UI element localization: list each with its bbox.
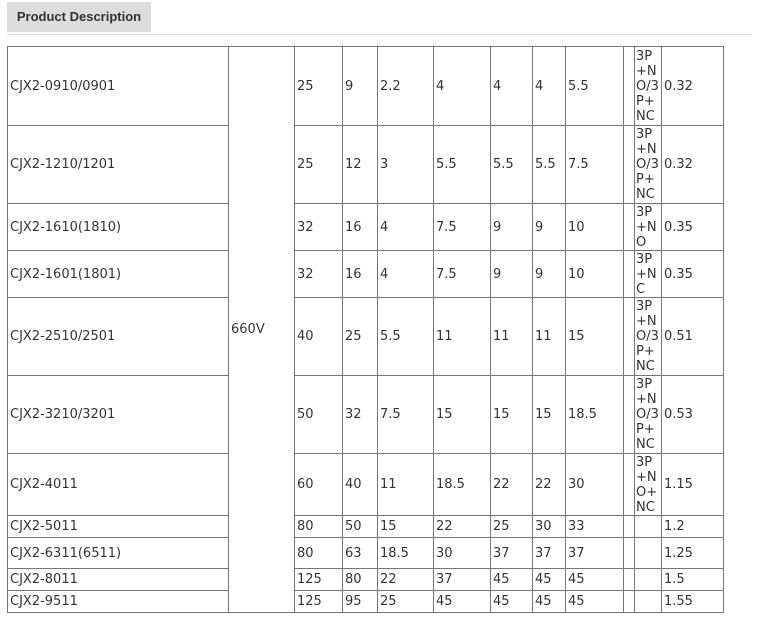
weight-cell: 0.32 [662,47,724,126]
weight-cell: 1.25 [662,538,724,569]
weight-cell: 1.55 [662,591,724,613]
contacts-cell: 3P+NO/3P+NC [635,126,662,204]
blank-cell [624,538,635,569]
value-cell: 11 [434,298,491,376]
weight-cell: 0.32 [662,126,724,204]
value-cell: 5.5 [566,47,624,126]
blank-cell [624,454,635,516]
blank-cell [624,204,635,251]
value-cell: 32 [343,376,378,454]
value-cell: 25 [378,591,434,613]
value-cell: 22 [491,454,533,516]
contacts-cell: 3P+NO/3P+NC [635,298,662,376]
value-cell: 7.5 [434,204,491,251]
value-cell: 50 [295,376,343,454]
value-cell: 5.5 [378,298,434,376]
value-cell: 10 [566,251,624,298]
table-row [8,591,724,613]
blank-cell [624,516,635,538]
model-cell: CJX2-3210/3201 [8,376,229,454]
model-cell: CJX2-0910/0901 [8,47,229,126]
value-cell: 37 [533,538,566,569]
table-row [8,376,724,454]
table-row [8,204,724,251]
value-cell: 16 [343,204,378,251]
model-cell: CJX2-2510/2501 [8,298,229,376]
blank-cell [624,376,635,454]
value-cell: 45 [533,569,566,591]
value-cell: 11 [491,298,533,376]
table-row [8,47,724,126]
value-cell: 5.5 [491,126,533,204]
blank-cell [624,298,635,376]
value-cell: 22 [533,454,566,516]
table-row [8,126,724,204]
value-cell: 4 [491,47,533,126]
value-cell: 2.2 [378,47,434,126]
value-cell: 9 [533,204,566,251]
contacts-cell [635,569,662,591]
model-cell: CJX2-5011 [8,516,229,538]
value-cell: 15 [566,298,624,376]
value-cell: 5.5 [533,126,566,204]
value-cell: 15 [533,376,566,454]
table-row [8,298,724,376]
contacts-cell: 3P+NO/3P+NC [635,47,662,126]
value-cell: 45 [533,591,566,613]
table-row [8,538,724,569]
value-cell: 7.5 [434,251,491,298]
model-cell: CJX2-4011 [8,454,229,516]
contacts-cell [635,591,662,613]
model-cell: CJX2-1210/1201 [8,126,229,204]
value-cell: 25 [491,516,533,538]
value-cell: 80 [343,569,378,591]
value-cell: 30 [434,538,491,569]
value-cell: 50 [343,516,378,538]
weight-cell: 0.53 [662,376,724,454]
value-cell: 45 [491,569,533,591]
weight-cell: 1.15 [662,454,724,516]
value-cell: 80 [295,516,343,538]
value-cell: 22 [434,516,491,538]
value-cell: 4 [533,47,566,126]
value-cell: 30 [566,454,624,516]
value-cell: 45 [491,591,533,613]
value-cell: 7.5 [566,126,624,204]
value-cell: 11 [378,454,434,516]
table-row [8,251,724,298]
value-cell: 11 [533,298,566,376]
value-cell: 32 [295,204,343,251]
spec-table [7,46,724,613]
value-cell: 15 [378,516,434,538]
tab-bar [7,0,752,35]
weight-cell: 1.5 [662,569,724,591]
value-cell: 32 [295,251,343,298]
value-cell: 18.5 [566,376,624,454]
weight-cell: 1.2 [662,516,724,538]
model-cell: CJX2-8011 [8,569,229,591]
value-cell: 18.5 [434,454,491,516]
value-cell: 4 [434,47,491,126]
blank-cell [624,591,635,613]
contacts-cell: 3P+NO/3P+NC [635,376,662,454]
voltage-cell: 660V [229,47,295,613]
value-cell: 33 [566,516,624,538]
value-cell: 4 [378,204,434,251]
value-cell: 9 [343,47,378,126]
value-cell: 63 [343,538,378,569]
value-cell: 25 [295,126,343,204]
value-cell: 10 [566,204,624,251]
table-row [8,454,724,516]
contacts-cell [635,538,662,569]
contacts-cell [635,516,662,538]
value-cell: 3 [378,126,434,204]
value-cell: 25 [343,298,378,376]
value-cell: 40 [295,298,343,376]
contacts-cell: 3P+NC [635,251,662,298]
weight-cell: 0.35 [662,204,724,251]
value-cell: 45 [434,591,491,613]
value-cell: 9 [533,251,566,298]
value-cell: 15 [491,376,533,454]
value-cell: 9 [491,251,533,298]
blank-cell [624,569,635,591]
contacts-cell: 3P+NO [635,204,662,251]
value-cell: 5.5 [434,126,491,204]
tab-product-description[interactable]: Product Description [7,2,151,32]
value-cell: 30 [533,516,566,538]
value-cell: 37 [491,538,533,569]
weight-cell: 0.51 [662,298,724,376]
value-cell: 9 [491,204,533,251]
value-cell: 25 [295,47,343,126]
value-cell: 37 [566,538,624,569]
value-cell: 37 [434,569,491,591]
value-cell: 125 [295,591,343,613]
value-cell: 7.5 [378,376,434,454]
value-cell: 125 [295,569,343,591]
value-cell: 60 [295,454,343,516]
value-cell: 22 [378,569,434,591]
model-cell: CJX2-6311(6511) [8,538,229,569]
contacts-cell: 3P+NO+NC [635,454,662,516]
value-cell: 15 [434,376,491,454]
table-row [8,516,724,538]
model-cell: CJX2-9511 [8,591,229,613]
value-cell: 95 [343,591,378,613]
weight-cell: 0.35 [662,251,724,298]
model-cell: CJX2-1601(1801) [8,251,229,298]
value-cell: 40 [343,454,378,516]
value-cell: 80 [295,538,343,569]
blank-cell [624,251,635,298]
value-cell: 18.5 [378,538,434,569]
value-cell: 45 [566,591,624,613]
model-cell: CJX2-1610(1810) [8,204,229,251]
table-row [8,569,724,591]
blank-cell [624,47,635,126]
value-cell: 4 [378,251,434,298]
value-cell: 16 [343,251,378,298]
value-cell: 45 [566,569,624,591]
blank-cell [624,126,635,204]
value-cell: 12 [343,126,378,204]
